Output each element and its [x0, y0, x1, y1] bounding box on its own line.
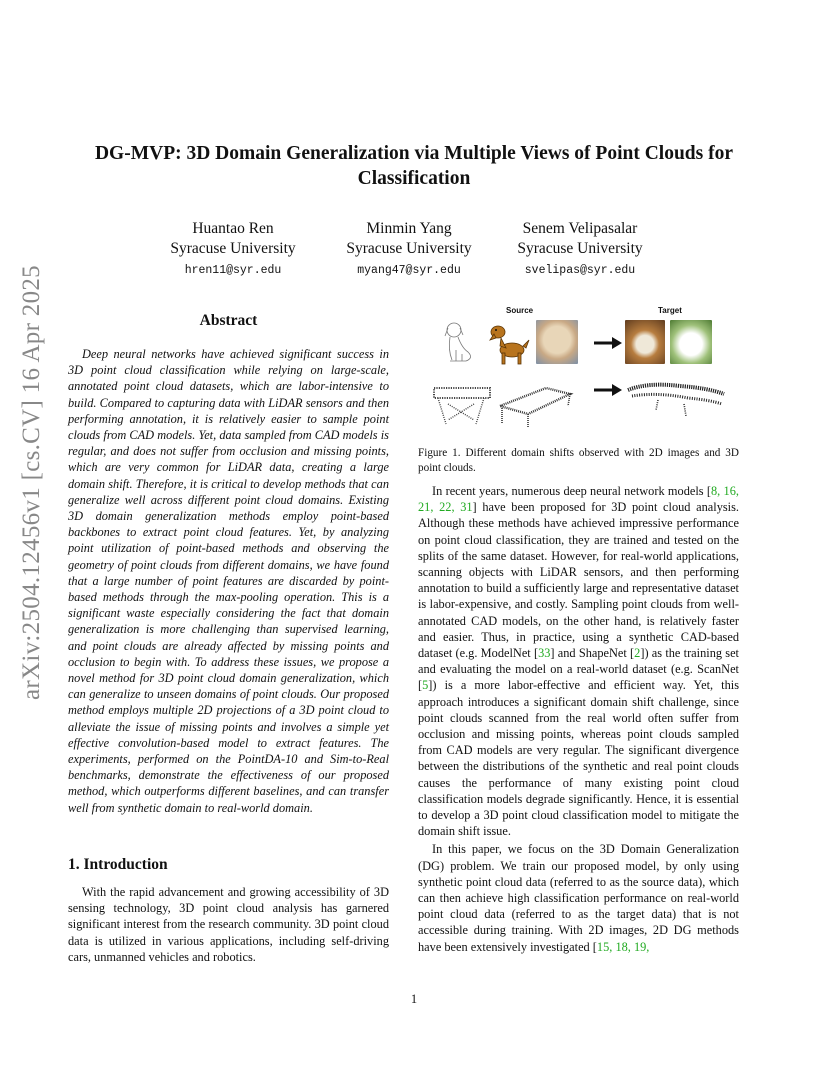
author-affiliation: Syracuse University [170, 240, 296, 257]
author-name: Senem Velipasalar [522, 220, 638, 237]
arxiv-stamp: arXiv:2504.12456v1 [cs.CV] 16 Apr 2025 [18, 265, 45, 700]
point-cloud-bed-image [500, 388, 570, 428]
paper-title: DG-MVP: 3D Domain Generalization via Multiple Views of Point Clouds for Classification [94, 143, 734, 189]
author-email[interactable]: hren11@syr.edu [184, 264, 282, 277]
citation-link[interactable]: 8, 16, 21, 22, 31 [418, 484, 739, 515]
figure-caption: Figure 1. Different domain shifts observed with 2D images and 3D point clouds. [418, 447, 739, 474]
author-affiliation: Syracuse University [346, 240, 472, 257]
citation-link[interactable]: 33 [538, 646, 551, 661]
cartoon-dog-image [486, 320, 530, 366]
intro-heading: 1. Introduction [68, 856, 168, 873]
arrow-icon [594, 337, 622, 349]
sketch-dog-image [440, 320, 480, 364]
citation-link[interactable]: 15, 18, 19, [596, 939, 650, 954]
intro-paragraph: With the rapid advancement and growing accessibility of 3D sensing technology, 3D point cloud analysis has garnered significant interest from the research community. 3D point cloud data is utilized in various applications, including self-driving cars, unmanned vehicles and robotics. [68, 885, 389, 964]
photo-dog-source-image [536, 320, 578, 364]
point-cloud-row [418, 380, 739, 440]
citation-link[interactable]: 5 [422, 678, 429, 693]
figure-1 [418, 302, 739, 442]
author-2 [309, 219, 509, 281]
author-1 [133, 219, 333, 281]
source-label: Source [506, 306, 534, 315]
right-column-body [418, 483, 739, 957]
author-name: Minmin Yang [366, 220, 452, 237]
author-name: Huantao Ren [192, 220, 274, 237]
author-3 [480, 219, 680, 281]
author-email[interactable]: myang47@syr.edu [357, 264, 461, 277]
abstract-text: Deep neural networks have achieved significant success in 3D point cloud classification while relying on large-scale, annotated point cloud datasets, which are labor-intensive to build. Compared to capturing data with LiDAR sensors and then performing annotation, it is relatively easier to sample point clouds from CAD models. Yet, data sampled from CAD models is regular, and does not suffer from occlusion and missing points, which are very common for LiDAR data, creating a large domain shift. Therefore, it is critical to develop methods that can generalize well across different point cloud domains. Existing 3D domain generalization methods employ point-based backbones to extract point cloud features. Yet, by analyzing point utilization of point-based methods and observing the geometry of point clouds from different domains, we have found that a large number of point features are discarded by point-based methods through the max-pooling operation. This is a significant waste especially considering the fact that domain generalization is more challenging than supervised learning, and point clouds are already affected by missing points and occlusion to begin with. To address these issues, we propose a novel method for 3D point cloud domain generalization, which can generalize to unseen domains of point clouds. Our proposed method employs multiple 2D projections of a 3D point cloud to alleviate the issue of missing points and involves a simple yet effective convolution-based model to extract features. The experiments, performed on the PointDA-10 and Sim-to-Real benchmarks, demonstrate the effectiveness of our proposed method, which outperforms different baselines, and can transfer well from synthetic domain to real-world domain. [68, 347, 389, 815]
point-cloud-scanned-image [628, 385, 724, 416]
intro-paragraph-2: In this paper, we focus on the 3D Domain Generalization (DG) problem. We train our proposed model, by only using synthetic point cloud data (referred to as the source data), which can then achieve high classification performance on real-world point cloud data (referred to as the target data) that is not accessible during training. With 2D images, 2D DG methods have been extensively investigated [15, 18, 19, [418, 842, 739, 954]
author-affiliation: Syracuse University [517, 240, 643, 257]
citation-link[interactable]: 2 [634, 646, 641, 661]
point-cloud-arrow [594, 384, 622, 396]
photo-dog-target-1-image [625, 320, 665, 364]
intro-paragraph-1: In recent years, numerous deep neural network models [8, 16, 21, 22, 31] have been proposed for 3D point cloud analysis. Although these methods have achieved impressive performance on point cloud classification, they are trained and tested on the splits of the same dataset. However, for real-world applications, scanning objects with LiDAR sensors, and then performing annotation to build a sufficiently large and representative dataset is labor-expensive, and costly. Sampling point clouds from well-annotated CAD models, on the other hand, is relatively faster and easier. Thus, in practice, using a synthetic CAD-based dataset (e.g. ModelNet [33] and ShapeNet [2]) as the training set and evaluating the model on a real-world dataset (e.g. ScanNet [5]) is a more labor-effective and efficient way. Yet, this approach introduces a significant domain shift challenge, since point clouds scanned from the real world often suffer from occlusion and missing points, whereas point clouds sampled from CAD models are very regular. The significant divergence between the distributions of the synthetic and real point clouds causes the performance of many existing point cloud classification models degrade significantly. Hence, it is essential to develop a 3D point cloud classification model to mitigate the domain shift issue. [418, 484, 739, 839]
point-cloud-table-image [434, 388, 490, 424]
target-label: Target [658, 306, 682, 315]
abstract-heading: Abstract [199, 312, 258, 329]
author-email[interactable]: svelipas@syr.edu [524, 264, 636, 277]
page-number: 1 [410, 992, 418, 1006]
photo-dog-target-2-image [670, 320, 712, 364]
